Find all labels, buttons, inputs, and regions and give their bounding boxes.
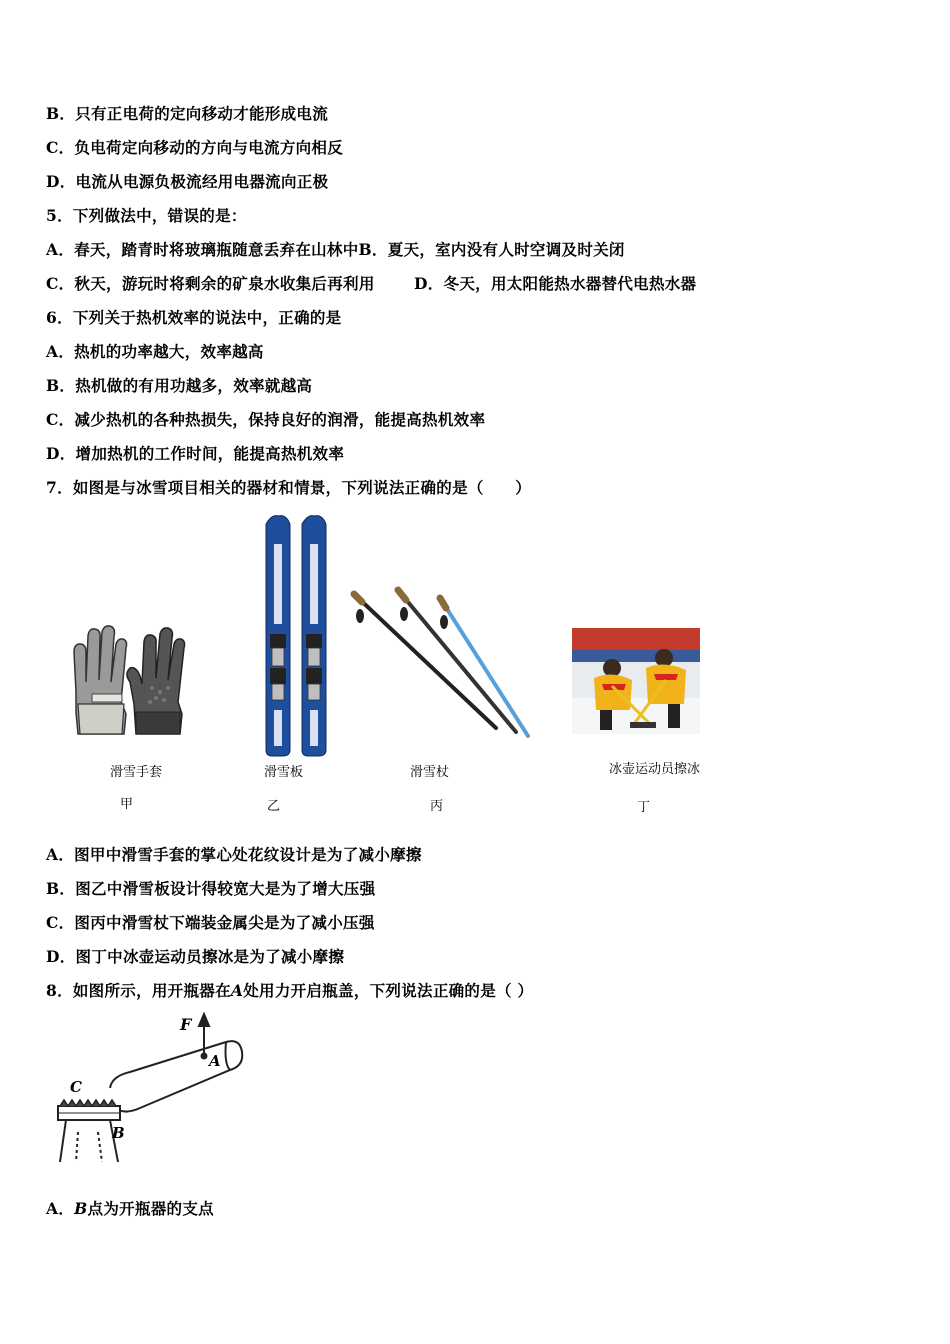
glove-left-icon — [74, 626, 127, 734]
q5-option-d: D．冬天，用太阳能热水器替代电热水器 — [414, 274, 697, 293]
q8-option-a: A．B点为开瓶器的支点 — [46, 1199, 214, 1218]
q8-stem: 8．如图所示，用开瓶器在A处用力开启瓶盖，下列说法正确的是（ ） — [46, 981, 534, 1000]
q4-option-d: D．电流从电源负极流经用电器流向正极 — [46, 172, 329, 191]
bottle-neck-icon — [60, 1120, 118, 1162]
q5-options-ab: A．春天，踏青时将玻璃瓶随意丢弃在山林中B．夏天，室内没有人时空调及时关闭 — [46, 240, 625, 259]
q7-option-a: A．图甲中滑雪手套的掌心处花纹设计是为了减小摩擦 — [46, 845, 422, 864]
ski-right-icon — [302, 516, 326, 756]
q4-option-c: C．负电荷定向移动的方向与电流方向相反 — [46, 138, 344, 157]
figure-caption-ding: 冰壶运动员擦冰 — [609, 762, 701, 777]
ski-pole-1-icon — [354, 594, 496, 728]
q6-option-d: D．增加热机的工作时间，能提高热机效率 — [46, 444, 345, 463]
figure-caption-bing: 滑雪杖 — [410, 765, 450, 780]
force-arrow-icon — [199, 1014, 209, 1059]
figure-label-jia: 甲 — [120, 797, 134, 812]
label-c: C — [70, 1078, 82, 1096]
figure-caption-yi: 滑雪板 — [264, 765, 304, 780]
q5-stem: 5．下列做法中，错误的是： — [46, 206, 247, 225]
ski-gloves-image — [64, 622, 194, 742]
ski-left-icon — [266, 516, 290, 756]
ski-poles-image — [346, 580, 536, 742]
q6-option-a: A．热机的功率越大，效率越高 — [46, 342, 264, 361]
q6-option-b: B．热机做的有用功越多，效率就越高 — [46, 376, 313, 395]
q7-option-d: D．图丁中冰壶运动员擦冰是为了减小摩擦 — [46, 947, 345, 966]
ski-pole-2-icon — [398, 590, 516, 732]
glove-right-icon — [127, 628, 185, 734]
bottle-opener-diagram — [48, 1012, 248, 1168]
figure-label-yi: 乙 — [267, 799, 281, 814]
opener-handle-icon — [110, 1041, 242, 1111]
label-f: F — [180, 1015, 192, 1034]
figure-label-bing: 丙 — [430, 799, 444, 814]
q7-stem: 7．如图是与冰雪项目相关的器材和情景，下列说法正确的是（ ） — [46, 478, 532, 497]
label-b: B — [112, 1124, 125, 1142]
figure-label-ding: 丁 — [637, 800, 651, 815]
label-a: A — [209, 1052, 221, 1070]
q6-option-c: C．减少热机的各种热损失，保持良好的润滑，能提高热机效率 — [46, 410, 486, 429]
bottle-cap-icon — [58, 1100, 120, 1120]
q7-option-b: B．图乙中滑雪板设计得较宽大是为了增大压强 — [46, 879, 376, 898]
skis-image — [262, 514, 334, 760]
q7-option-c: C．图丙中滑雪杖下端装金属尖是为了减小压强 — [46, 913, 375, 932]
q6-stem: 6．下列关于热机效率的说法中，正确的是 — [46, 308, 342, 327]
figure-caption-jia: 滑雪手套 — [110, 765, 163, 780]
curling-photo-image — [572, 628, 700, 734]
q5-option-c: C．秋天，游玩时将剩余的矿泉水收集后再利用 — [46, 274, 375, 293]
q4-option-b: B．只有正电荷的定向移动才能形成电流 — [46, 104, 329, 123]
